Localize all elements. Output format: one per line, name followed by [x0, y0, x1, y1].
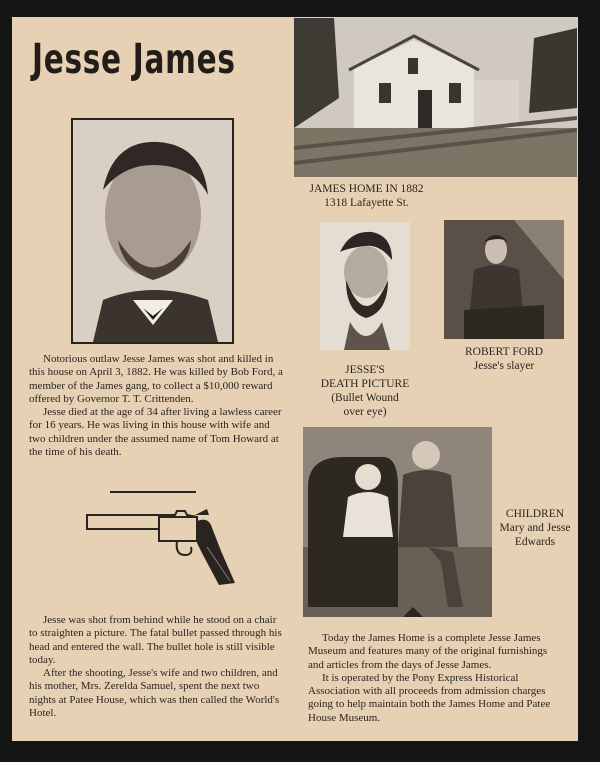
museum-paragraph-2: It is operated by the Pony Express Historical Association with all proceeds from admission charges going to help maintain both the James Home and Patee House Museum. [308, 671, 551, 724]
shooting-text-block [29, 614, 284, 720]
intro-paragraph-1: Notorious outlaw Jesse James was shot and killed in this house on April 3, 1882. He was killed by Bob Ford, a member of the James gang, to collect a $10,000 reward offered by Governor T. T. Crittenden. [29, 353, 283, 405]
death-picture-photo [320, 222, 410, 350]
death-caption [317, 363, 413, 419]
ford-caption [444, 345, 564, 373]
intro-paragraph-2: Jesse died at the age of 34 after living a lawless career for 16 years. He was living in this house with wife and two children under the assumed name of Tom Howard at the time of his death. [29, 406, 282, 459]
death-portrait-icon [320, 222, 410, 350]
museum-paragraph-1: Today the James Home is a complete Jesse James Museum and features many of the original furnishings and articles from the days of Jesse James. [308, 632, 548, 671]
death-caption-line-4: over eye) [343, 406, 387, 418]
children-icon [303, 427, 492, 617]
james-home-photo [294, 18, 577, 177]
jesse-portrait-photo [71, 118, 234, 344]
shooting-paragraph-1: Jesse was shot from behind while he stood on a chair to straighten a picture. The fatal bullet passed through his head and entered the wall. The bullet hole is still visible today. [29, 614, 282, 666]
robert-ford-photo [444, 220, 564, 339]
divider-line [110, 491, 196, 493]
home-caption-line-2: 1318 Lafayette St. [324, 197, 409, 209]
house-icon [294, 18, 577, 177]
children-caption-line-1: CHILDREN [505, 508, 565, 520]
museum-text-block [308, 632, 563, 725]
death-caption-line-1: JESSE'S [345, 364, 385, 376]
children-caption-line-2: Mary and Jesse [499, 522, 571, 534]
page-title: Jesse James [32, 35, 236, 83]
ford-caption-line-2: Jesse's slayer [473, 360, 535, 372]
revolver-icon [85, 507, 255, 587]
death-caption-line-3: (Bullet Wound [331, 392, 399, 404]
poster-page [12, 17, 578, 741]
ford-caption-line-1: ROBERT FORD [464, 346, 544, 358]
children-caption [492, 507, 578, 549]
death-caption-line-2: DEATH PICTURE [320, 378, 410, 390]
ford-portrait-icon [444, 220, 564, 339]
children-photo [303, 427, 492, 617]
children-caption-line-3: Edwards [514, 536, 556, 548]
revolver-illustration [85, 507, 255, 587]
home-caption-line-1: JAMES HOME IN 1882 [309, 183, 424, 195]
intro-text-block [29, 353, 284, 459]
shooting-paragraph-2: After the shooting, Jesse's wife and two children, and his mother, Mrs. Zerelda Samuel, spent the next two nights at Patee House, which was then called the World's Hotel. [29, 667, 280, 720]
home-caption [294, 182, 439, 210]
portrait-icon [73, 120, 232, 342]
